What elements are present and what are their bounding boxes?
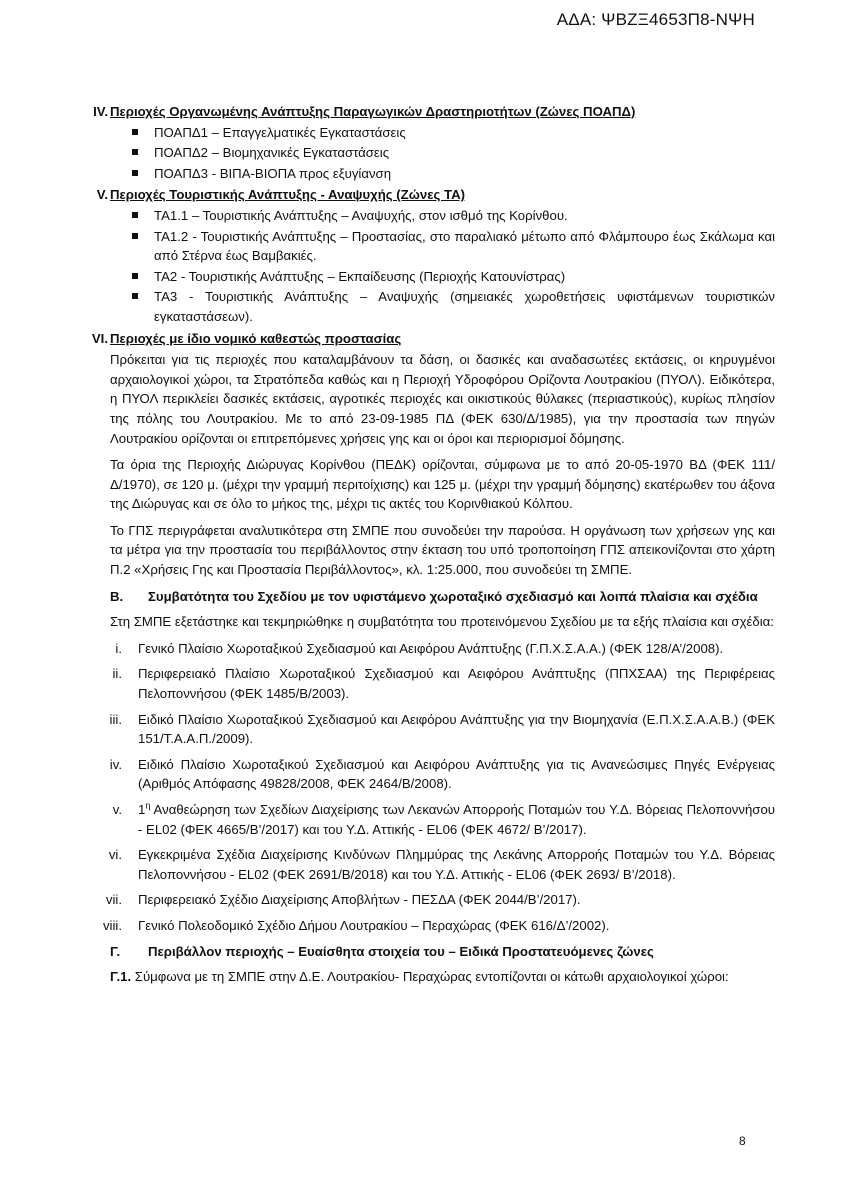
square-bullet-icon bbox=[132, 170, 138, 176]
list-item: ΤΑ1.1 – Τουριστικής Ανάπτυξης – Αναψυχής, στον ισθμό της Κορίνθου. bbox=[110, 206, 775, 226]
list-item: iv. Ειδικό Πλαίσιο Χωροταξικού Σχεδιασμού και Αειφόρου Ανάπτυξης για τις Ανανεώσιμες Πηγές Ενέργειας (Αριθμός Απόφασης 49828/2008, ΦΕΚ 2464/Β/2008). bbox=[109, 756, 775, 792]
section-b-intro: Στη ΣΜΠΕ εξετάστηκε και τεκμηριώθηκε η συμβατότητα του προτεινόμενου Σχεδίου με τα εξής πλαίσια και σχέδια: bbox=[110, 614, 774, 630]
section-vi-paragraph-3: Το ΓΠΣ περιγράφεται αναλυτικότερα στη ΣΜΠΕ που συνοδεύει την παρούσα. Η οργάνωση των χρήσεων γης και τα μέτρα για την προστασία του περιβάλλοντος στην έκταση του υπό τροποποίηση ΓΠΣ απεικονίζονται στο χάρτη Π.2 «Χρήσεις Γης και Προστασία Περιβάλλοντος», κλ. 1:25.000, που συνοδεύει τη ΣΜΠΕ. bbox=[110, 522, 775, 578]
list-item: ΤΑ2 - Τουριστικής Ανάπτυξης – Εκπαίδευσης (Περιοχής Κατουνίστρας) bbox=[110, 267, 775, 287]
list-item: ΤΑ1.2 - Τουριστικής Ανάπτυξης – Προστασίας, στο παραλιακό μέτωπο από Φλάμπουρο έως Σκάλωμα και από Στέρνα έως Βαμβακιές. bbox=[110, 227, 775, 266]
section-v-number: V. bbox=[96, 187, 108, 203]
section-vi-number: VI. bbox=[91, 330, 108, 346]
square-bullet-icon bbox=[132, 129, 138, 135]
square-bullet-icon bbox=[132, 212, 138, 218]
section-v-title: Περιοχές Τουριστικής Ανάπτυξης - Αναψυχής (Ζώνες ΤΑ) bbox=[110, 187, 465, 203]
square-bullet-icon bbox=[132, 233, 138, 239]
list-item: ΠΟΑΠΔ1 – Επαγγελματικές Εγκαταστάσεις bbox=[110, 123, 775, 143]
section-b-letter: Β. bbox=[110, 588, 124, 604]
section-v-list bbox=[110, 206, 775, 327]
section-iv-list bbox=[110, 123, 775, 184]
ada-code: ΑΔΑ: ΨΒΖΞ4653Π8-ΝΨΗ bbox=[556, 10, 755, 29]
section-b-heading bbox=[110, 587, 775, 607]
section-b-title: Συμβατότητα του Σχεδίου με τον υφιστάμενο χωροταξικό σχεδιασμό και λοιπά πλαίσια και σχέδια bbox=[148, 588, 758, 604]
list-item: vi. Εγκεκριμένα Σχέδια Διαχείρισης Κινδύνων Πλημμύρας της Λεκάνης Απορροής Ποταμών του Υ.Δ. Βόρειας Πελοποννήσου - EL02 (ΦΕΚ 2691/Β/2018) και του Υ.Δ. Αττικής - EL06 (ΦΕΚ 2693/ Β’/2018). bbox=[108, 847, 775, 882]
section-iv-number: IV. bbox=[93, 104, 108, 119]
section-vi-title: Περιοχές με ίδιο νομικό καθεστώς προστασίας bbox=[110, 330, 402, 346]
list-item: ΠΟΑΠΔ2 – Βιομηχανικές Εγκαταστάσεις bbox=[110, 143, 775, 163]
section-vi-paragraph-1: Πρόκειται για τις περιοχές που καταλαμβάνουν τα δάση, οι δασικές και αναδασωτέες εκτάσεις, οι κηρυγμένοι αρχαιολογικοί χώροι, τα Στρατόπεδα καθώς και η Περιοχή Υδροφόρου Ορίζοντα Λουτρακίου (ΠΥΟΛ). Ειδικότερα, η ΠΥΟΛ περικλείει δασικές εκτάσεις, αγροτικές περιοχές και οικιστικούς θύλακες (περιαστικούς), κυρίως πλησίον της πόλης του Λουτρακίου. Με το από 23-09-1985 ΠΔ (ΦΕΚ 630/Δ/1985), για την προστασία των πηγών Λουτρακίου ορίζονται οι επιτρεπόμενες χρήσεις γης και οι όροι και περιορισμοί δόμησης. bbox=[110, 352, 775, 446]
list-item: ΠΟΑΠΔ3 - ΒΙΠΑ-ΒΙΟΠΑ προς εξυγίανση bbox=[110, 164, 775, 184]
section-g-title: Περιβάλλον περιοχής – Ευαίσθητα στοιχεία του – Ειδικά Προστατευόμενες ζώνες bbox=[148, 943, 654, 959]
page-number: 8 bbox=[739, 1134, 746, 1148]
document-body bbox=[91, 102, 775, 994]
list-item: iii. Ειδικό Πλαίσιο Χωροταξικού Σχεδιασμού και Αειφόρου Ανάπτυξης για την Βιομηχανία (Ε.Π.Χ.Σ.Α.Α.Β.) (ΦΕΚ 151/Τ.Α.Α.Π./2009). bbox=[109, 711, 775, 747]
section-b-list bbox=[102, 639, 775, 936]
list-item: viii. Γενικό Πολεοδομικό Σχέδιο Δήμου Λουτρακίου – Περαχώρας (ΦΕΚ 616/Δ’/2002). bbox=[102, 917, 610, 933]
square-bullet-icon bbox=[132, 149, 138, 155]
section-vi-paragraph-2: Τα όρια της Περιοχής Διώρυγας Κορίνθου (ΠΕΔΚ) ορίζονται, σύμφωνα με το από 20-05-1970 ΒΔ (ΦΕΚ 111/Δ/1970), σε 120 μ. (μέχρι την γραμμή περιτοίχισης) και 125 μ. (μέχρι την γραμμή δόμησης) εκατέρωθεν του άξονα της Διώρυγας και σε όλο το μήκος της, μέχρι τις ακτές του Κορινθιακού Κόλπου. bbox=[110, 457, 775, 512]
section-g-heading bbox=[110, 942, 775, 962]
section-g1-label: Γ.1. bbox=[110, 969, 132, 985]
section-v-heading bbox=[96, 185, 775, 205]
section-g-letter: Γ. bbox=[110, 943, 121, 959]
section-g1-paragraph: Γ.1. Σύμφωνα με τη ΣΜΠΕ στην Δ.Ε. Λουτρακίου- Περαχώρας εντοπίζονται οι κάτωθι αρχαιολογικοί χώροι: bbox=[110, 969, 729, 985]
list-item: v. $1^\eta$ Αναθεώρηση των Σχεδίων Διαχείρισης των Λεκανών Απορροής Ποταμών του Υ.Δ. Βόρειας Πελοποννήσου - EL02 (ΦΕΚ 4665/Β’/2017) και του Υ.Δ. Αττικής - EL06 (ΦΕΚ 4672/ Β’/2017). bbox=[112, 800, 775, 837]
square-bullet-icon bbox=[132, 293, 138, 299]
list-item: ii. Περιφερειακό Πλαίσιο Χωροταξικού Σχεδιασμού και Αειφόρου Ανάπτυξης (ΠΠΧΣΑΑ) της Περιφέρειας Πελοποννήσου (ΦΕΚ 1485/Β/2003). bbox=[112, 666, 775, 702]
section-vi-heading bbox=[91, 329, 775, 349]
list-item: vii. Περιφερειακό Σχέδιο Διαχείρισης Αποβλήτων - ΠΕΣΔΑ (ΦΕΚ 2044/Β’/2017). bbox=[105, 892, 581, 908]
section-iv-heading bbox=[93, 102, 775, 122]
list-item: ΤΑ3 - Τουριστικής Ανάπτυξης – Αναψυχής (σημειακές χωροθετήσεις υφιστάμενων τουριστικών εγκαταστάσεων). bbox=[110, 287, 775, 326]
section-iv-title: Περιοχές Οργανωμένης Ανάπτυξης Παραγωγικών Δραστηριοτήτων (Ζώνες ΠΟΑΠΔ) bbox=[110, 104, 636, 119]
list-item: i. Γενικό Πλαίσιο Χωροταξικού Σχεδιασμού και Αειφόρου Ανάπτυξης (Γ.Π.Χ.Σ.Α.Α.) (ΦΕΚ 128/Α’/2008). bbox=[115, 640, 724, 656]
square-bullet-icon bbox=[132, 273, 138, 279]
